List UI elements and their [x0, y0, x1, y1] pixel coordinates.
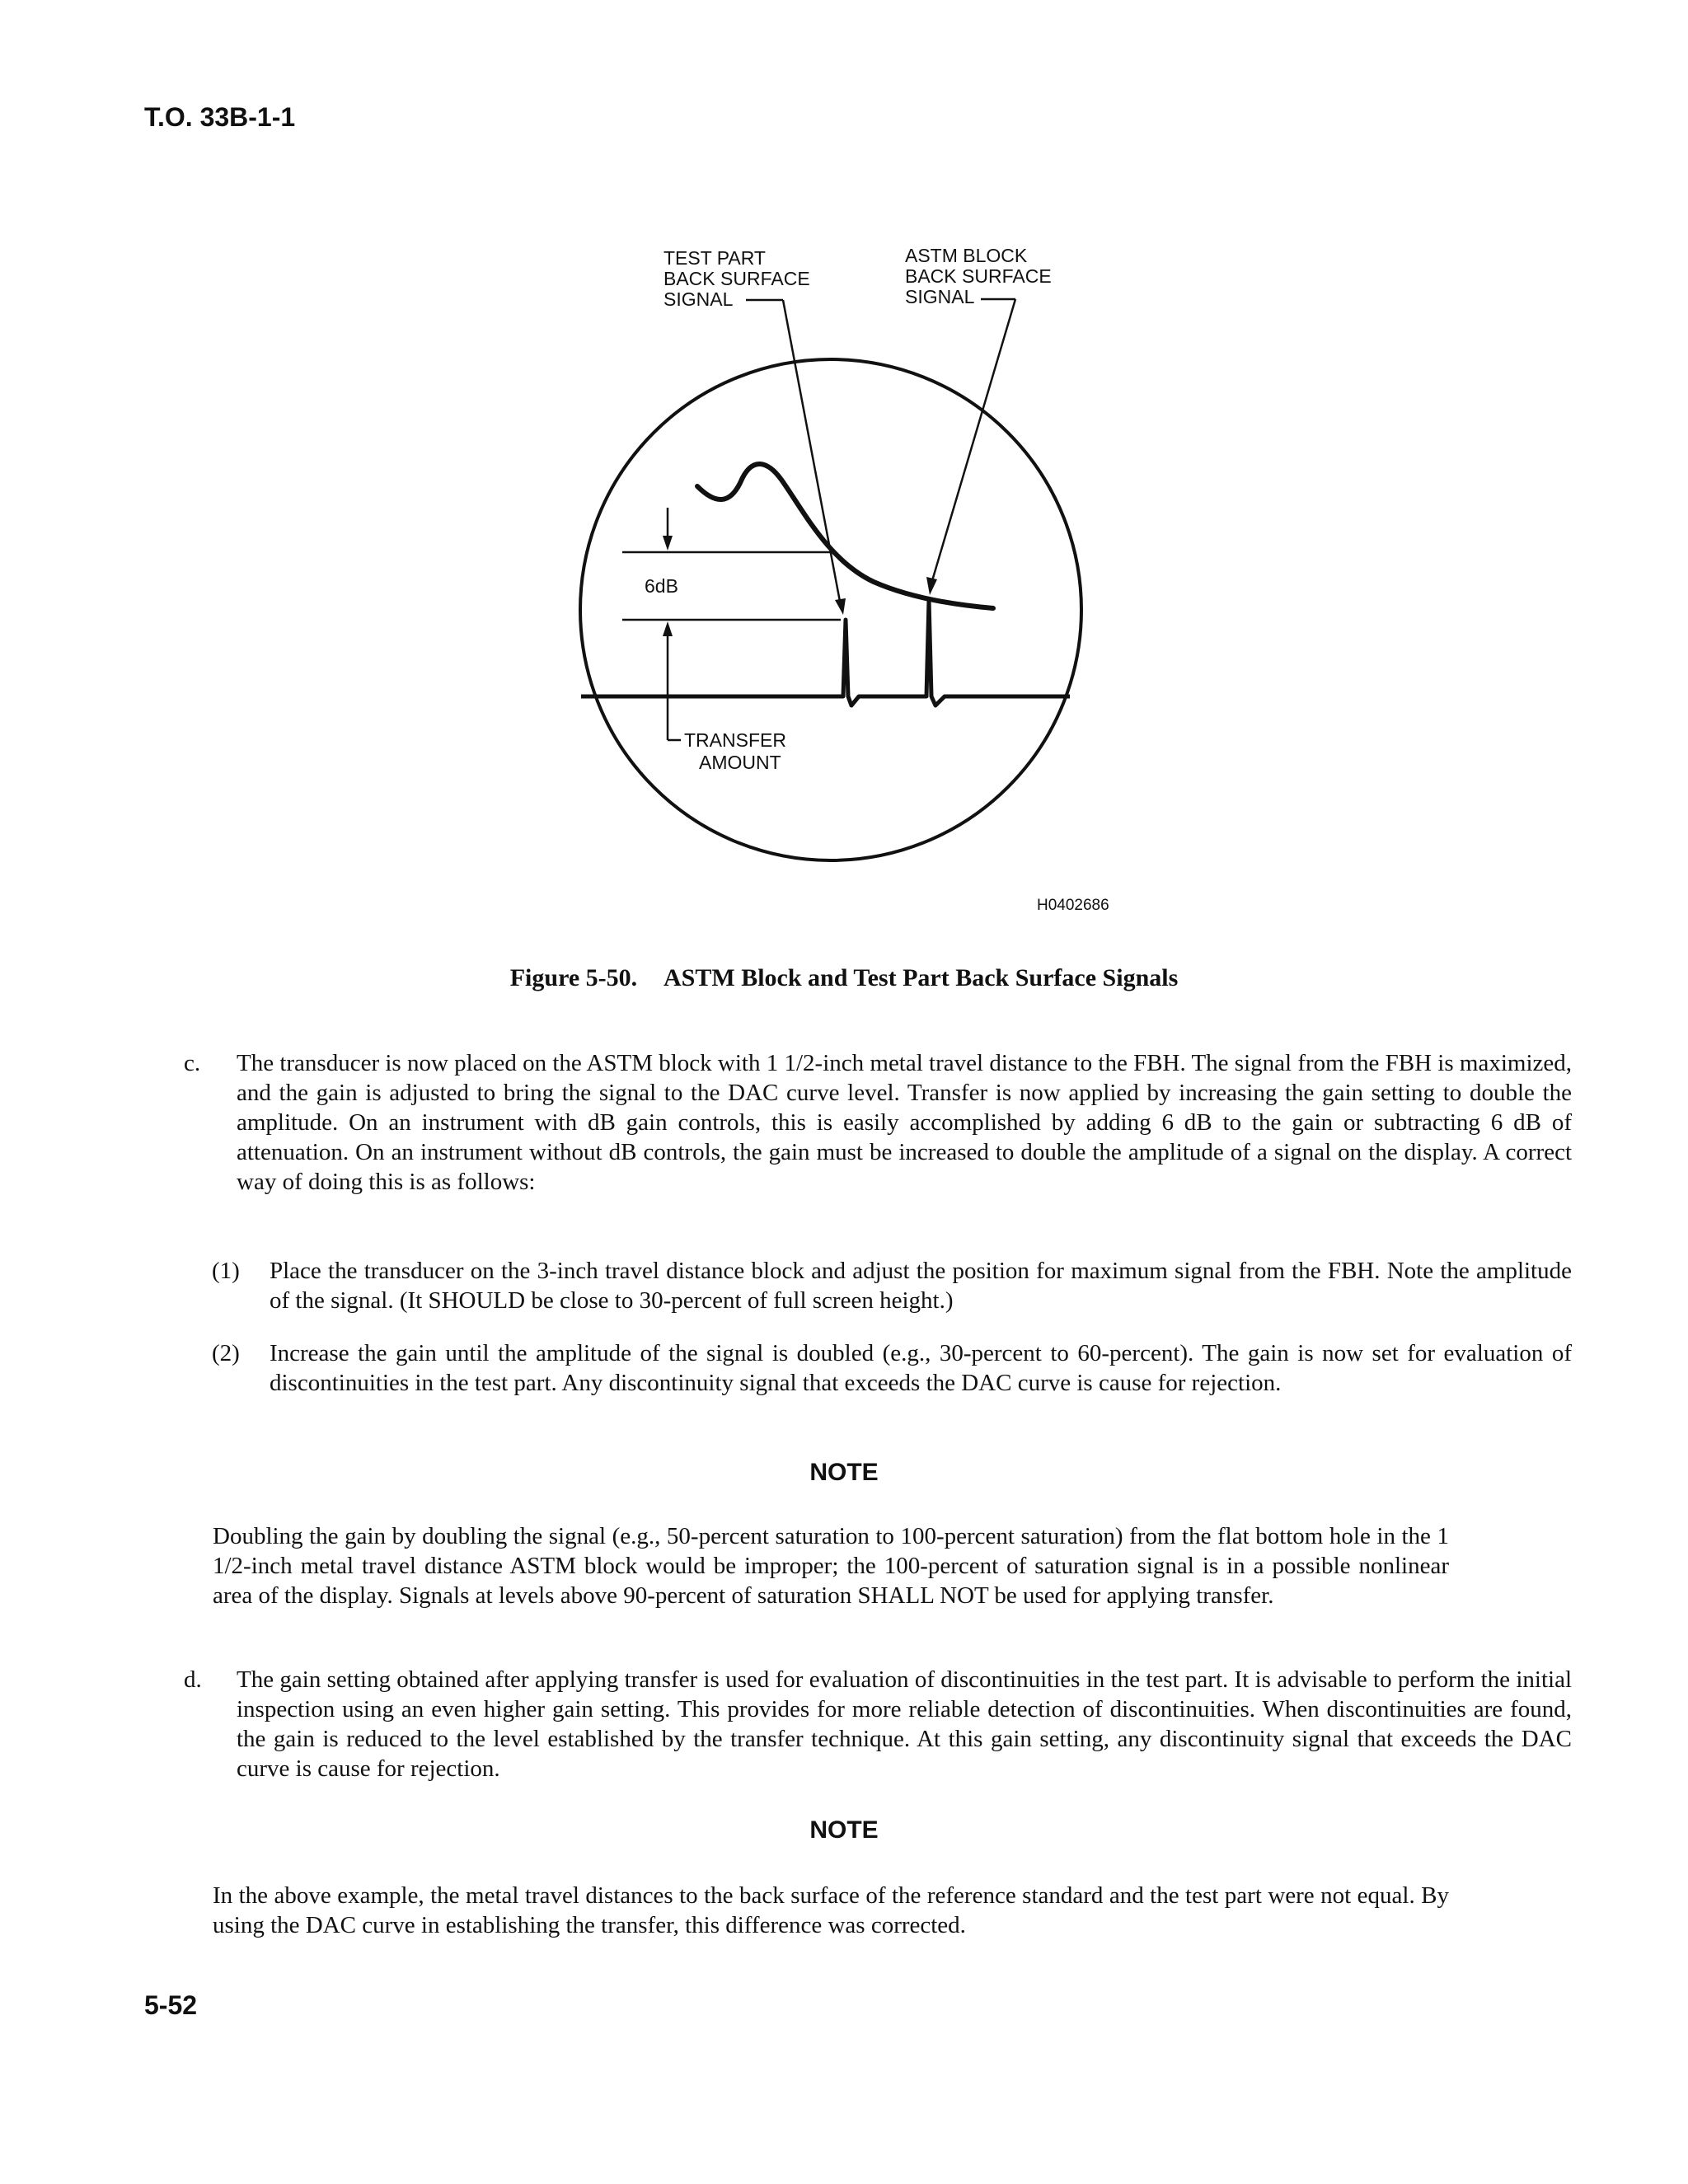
svg-text:BACK SURFACE: BACK SURFACE: [905, 265, 1052, 287]
step-2-marker: (2): [212, 1340, 240, 1366]
baseline-trace: [581, 600, 1070, 705]
note-2-text: In the above example, the metal travel distances to the back surface of the reference standard and the test part were not equal. By using the DAC curve in establishing the transfer, this difference was corrected.: [213, 1882, 1449, 1938]
note-1-text: Doubling the gain by doubling the signal (e.g., 50-percent saturation to 100-percent saturation) from the flat bottom hole in the 1 1/2-inch metal travel distance ASTM block would be improper; the 100-percent of saturation signal is in a possible nonlinear area of the display. Signals at levels above 90-percent of saturation SHALL NOT be used for applying transfer.: [213, 1523, 1449, 1609]
step-1-marker: (1): [212, 1258, 240, 1284]
caption-title: ASTM Block and Test Part Back Surface Signals: [663, 964, 1179, 991]
label-test-part: TEST PART: [663, 247, 766, 269]
up-arrow-icon: [663, 621, 673, 636]
page-number: 5-52: [144, 1990, 198, 2020]
figure-code: H0402686: [1037, 897, 1109, 914]
svg-text:AMOUNT: AMOUNT: [699, 752, 781, 773]
svg-text:BACK SURFACE: BACK SURFACE: [663, 268, 810, 289]
label-transfer: TRANSFER: [684, 729, 786, 751]
document-id: T.O. 33B-1-1: [144, 102, 296, 132]
dac-curve: [697, 464, 993, 608]
step-1: Place the transducer on the 3-inch travel distance block and adjust the position for maximum signal from the FBH. Note the amplitude of the signal. (It SHOULD be close to 30-percent of full screen height.): [270, 1258, 1572, 1314]
note-2-title: NOTE: [809, 1816, 879, 1844]
scope-display-circle: [580, 359, 1081, 860]
note-1-title: NOTE: [809, 1459, 879, 1486]
para-d-marker: d.: [184, 1666, 202, 1693]
svg-text:SIGNAL: SIGNAL: [663, 288, 734, 310]
down-arrow-icon: [663, 536, 673, 551]
caption-number: Figure 5-50.: [509, 964, 638, 991]
svg-text:SIGNAL: SIGNAL: [905, 286, 975, 307]
step-2: Increase the gain until the amplitude of the signal is doubled (e.g., 30-percent to 60-percent). The gain is now set for evaluation of discontinuities in the test part. Any discontinuity signal that exceeds the DAC curve is cause for rejection.: [270, 1340, 1572, 1396]
label-6db: 6dB: [645, 575, 678, 597]
para-c-marker: c.: [184, 1050, 201, 1076]
figure-5-50: [0, 0, 1688, 940]
astm-pointer-arrow: [926, 577, 937, 595]
figure-caption: [0, 964, 1688, 992]
paragraph-d: The gain setting obtained after applying transfer is used for evaluation of discontinuities in the test part. It is advisable to perform the initial inspection using an even higher gain setting. This provides for more reliable detection of discontinuities. When discontinuities are found, the gain is reduced to the level established by the transfer technique. At this gain setting, any discontinuity signal that exceeds the DAC curve is cause for rejection.: [237, 1666, 1572, 1782]
paragraph-c: The transducer is now placed on the ASTM block with 1 1/2-inch metal travel distance to the FBH. The signal from the FBH is maximized, and the gain is adjusted to bring the signal to the DAC curve level. Transfer is now applied by increasing the gain setting to double the amplitude. On an instrument with dB gain controls, this is easily accomplished by adding 6 dB to the gain or subtracting 6 dB of attenuation. On an instrument without dB controls, the gain must be increased to double the amplitude of a signal on the display. A correct way of doing this is as follows:: [237, 1050, 1572, 1195]
label-astm: ASTM BLOCK: [905, 245, 1028, 266]
test-part-pointer-arrow: [835, 598, 846, 615]
